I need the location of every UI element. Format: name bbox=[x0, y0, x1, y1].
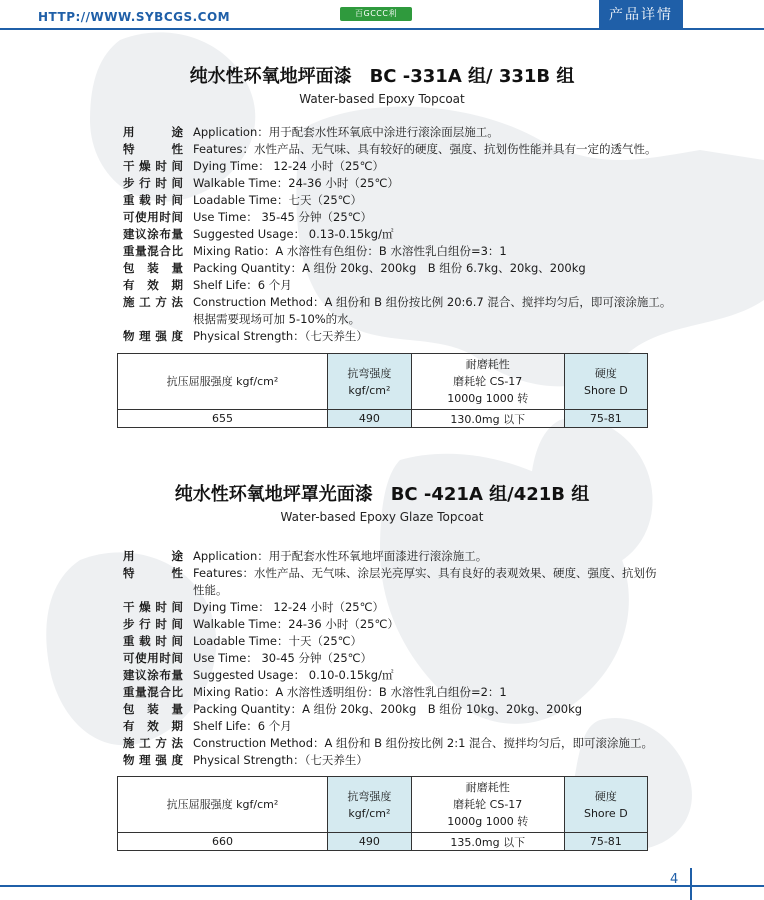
spec-row bbox=[123, 599, 683, 616]
footer-divider bbox=[0, 885, 764, 887]
spec-label bbox=[123, 311, 183, 328]
spec-label: 特性 bbox=[123, 142, 183, 156]
spec-label: 包装量 bbox=[123, 261, 183, 275]
spec-label: 重载时间 bbox=[123, 193, 183, 207]
spec-value: 性能。 bbox=[193, 583, 228, 597]
spec-label: 有效期 bbox=[123, 278, 183, 292]
spec-label: 可使用时间 bbox=[123, 651, 183, 665]
spec-label: 步行时间 bbox=[123, 176, 183, 190]
spec-value: Application：用于配套水性环氧地坪面漆进行滚涂施工。 bbox=[193, 549, 488, 563]
spec-label: 建议涂布量 bbox=[123, 668, 183, 682]
spec-list bbox=[123, 548, 683, 769]
spec-value: 根据需要现场可加 5-10%的水。 bbox=[193, 312, 361, 326]
page-number: 4 bbox=[670, 872, 679, 887]
spec-label: 施工方法 bbox=[123, 295, 183, 309]
spec-row bbox=[123, 684, 683, 701]
spec-value: Suggested Usage： 0.10-0.15kg/㎡ bbox=[193, 668, 394, 682]
spec-label: 物理强度 bbox=[123, 753, 183, 767]
spec-row bbox=[123, 311, 683, 328]
header-abrasion-resistance: 耐磨耗性 磨耗轮 CS-17 1000g 1000 转 bbox=[411, 354, 564, 410]
spec-label: 用途 bbox=[123, 549, 183, 563]
header-hardness: 硬度 Shore D bbox=[564, 354, 647, 410]
spec-value: Construction Method：A 组份和 B 组份按比例 20:6.7 混合、搅拌均匀后，即可滚涂施工。 bbox=[193, 295, 672, 309]
spec-value: Shelf Life：6 个月 bbox=[193, 719, 292, 733]
product-subtitle: Water-based Epoxy Topcoat bbox=[299, 92, 465, 106]
spec-row bbox=[123, 548, 683, 565]
spec-value: Mixing Ratio：A 水溶性透明组份：B 水溶性乳白组份=2：1 bbox=[193, 685, 507, 699]
spec-row bbox=[123, 616, 683, 633]
header-abrasion-resistance: 耐磨耗性 磨耗轮 CS-17 1000g 1000 转 bbox=[411, 777, 564, 833]
spec-row bbox=[123, 226, 683, 243]
spec-row bbox=[123, 294, 683, 311]
table-row bbox=[118, 410, 648, 428]
website-url[interactable]: HTTP://WWW.SYBCGS.COM bbox=[38, 10, 231, 24]
table-header-row bbox=[118, 777, 648, 833]
header-flexural-strength: 抗弯强度 kgf/cm² bbox=[327, 777, 411, 833]
spec-row bbox=[123, 175, 683, 192]
spec-value: Physical Strength：（七天养生） bbox=[193, 329, 368, 343]
value-hardness: 75-81 bbox=[564, 833, 647, 851]
table-header-row bbox=[118, 354, 648, 410]
spec-row bbox=[123, 582, 683, 599]
spec-label bbox=[123, 582, 183, 599]
spec-list bbox=[123, 124, 683, 345]
spec-value: Mixing Ratio：A 水溶性有色组份：B 水溶性乳白组份=3：1 bbox=[193, 244, 507, 258]
spec-value: Use Time： 30-45 分钟（25℃） bbox=[193, 651, 373, 665]
value-abrasion-resistance: 135.0mg 以下 bbox=[411, 833, 564, 851]
header-flexural-strength: 抗弯强度 kgf/cm² bbox=[327, 354, 411, 410]
section-tab-product-details: 产品详情 bbox=[599, 0, 683, 30]
spec-value: Physical Strength：（七天养生） bbox=[193, 753, 368, 767]
spec-row bbox=[123, 243, 683, 260]
spec-row bbox=[123, 192, 683, 209]
spec-label: 重量混合比 bbox=[123, 685, 183, 699]
spec-row bbox=[123, 328, 683, 345]
header-divider bbox=[0, 28, 764, 30]
spec-value: Walkable Time：24-36 小时（25℃） bbox=[193, 617, 399, 631]
spec-value: Use Time： 35-45 分钟（25℃） bbox=[193, 210, 373, 224]
spec-label: 施工方法 bbox=[123, 736, 183, 750]
spec-value: Shelf Life：6 个月 bbox=[193, 278, 292, 292]
spec-row bbox=[123, 565, 683, 582]
value-hardness: 75-81 bbox=[564, 410, 647, 428]
product-title: 纯水性环氧地坪罩光面漆 BC -421A 组/421B 组 bbox=[174, 484, 590, 505]
spec-row bbox=[123, 633, 683, 650]
value-compressive-strength: 655 bbox=[118, 410, 328, 428]
spec-label: 重量混合比 bbox=[123, 244, 183, 258]
spec-row bbox=[123, 718, 683, 735]
spec-value: Walkable Time：24-36 小时（25℃） bbox=[193, 176, 399, 190]
spec-label: 用途 bbox=[123, 125, 183, 139]
spec-label: 干燥时间 bbox=[123, 600, 183, 614]
spec-row bbox=[123, 209, 683, 226]
spec-label: 有效期 bbox=[123, 719, 183, 733]
product-subtitle: Water-based Epoxy Glaze Topcoat bbox=[280, 510, 484, 524]
value-flexural-strength: 490 bbox=[327, 833, 411, 851]
spec-label: 步行时间 bbox=[123, 617, 183, 631]
spec-value: Packing Quantity：A 组份 20kg、200kg B 组份 6.7kg、20kg、200kg bbox=[193, 261, 586, 275]
spec-row bbox=[123, 650, 683, 667]
spec-label: 特性 bbox=[123, 566, 183, 580]
spec-label: 干燥时间 bbox=[123, 159, 183, 173]
page-header bbox=[0, 0, 764, 30]
spec-value: Features：水性产品、无气味、涂层光亮厚实、具有良好的表观效果、硬度、强度、抗划伤 bbox=[193, 566, 657, 580]
spec-value: Construction Method：A 组份和 B 组份按比例 2:1 混合、搅拌均匀后，即可滚涂施工。 bbox=[193, 736, 654, 750]
spec-row bbox=[123, 735, 683, 752]
spec-row bbox=[123, 141, 683, 158]
value-compressive-strength: 660 bbox=[118, 833, 328, 851]
spec-label: 重载时间 bbox=[123, 634, 183, 648]
spec-row bbox=[123, 667, 683, 684]
spec-label: 可使用时间 bbox=[123, 210, 183, 224]
spec-row bbox=[123, 124, 683, 141]
spec-row bbox=[123, 277, 683, 294]
spec-value: Loadable Time：十天（25℃） bbox=[193, 634, 363, 648]
spec-value: Suggested Usage： 0.13-0.15kg/㎡ bbox=[193, 227, 394, 241]
spec-row bbox=[123, 701, 683, 718]
spec-value: Loadable Time：七天（25℃） bbox=[193, 193, 363, 207]
spec-value: Packing Quantity：A 组份 20kg、200kg B 组份 10kg、20kg、200kg bbox=[193, 702, 583, 716]
performance-table bbox=[117, 353, 648, 428]
spec-label: 建议涂布量 bbox=[123, 227, 183, 241]
performance-table bbox=[117, 776, 648, 851]
spec-label: 包装量 bbox=[123, 702, 183, 716]
value-abrasion-resistance: 130.0mg 以下 bbox=[411, 410, 564, 428]
company-logo: 百GCCC利 bbox=[340, 7, 412, 21]
header-hardness: 硬度 Shore D bbox=[564, 777, 647, 833]
spec-value: Application：用于配套水性环氧底中涂进行滚涂面层施工。 bbox=[193, 125, 499, 139]
spec-row bbox=[123, 158, 683, 175]
spec-value: Dying Time： 12-24 小时（25℃） bbox=[193, 600, 385, 614]
product-title: 纯水性环氧地坪面漆 BC -331A 组/ 331B 组 bbox=[189, 66, 575, 87]
value-flexural-strength: 490 bbox=[327, 410, 411, 428]
header-compressive-strength: 抗压屈服强度 kgf/cm² bbox=[118, 777, 328, 833]
spec-value: Dying Time： 12-24 小时（25℃） bbox=[193, 159, 385, 173]
spec-row bbox=[123, 260, 683, 277]
spec-label: 物理强度 bbox=[123, 329, 183, 343]
footer-tick bbox=[690, 868, 692, 900]
header-compressive-strength: 抗压屈服强度 kgf/cm² bbox=[118, 354, 328, 410]
spec-value: Features：水性产品、无气味、具有较好的硬度、强度、抗划伤性能并具有一定的透气性。 bbox=[193, 142, 657, 156]
table-row bbox=[118, 833, 648, 851]
spec-row bbox=[123, 752, 683, 769]
